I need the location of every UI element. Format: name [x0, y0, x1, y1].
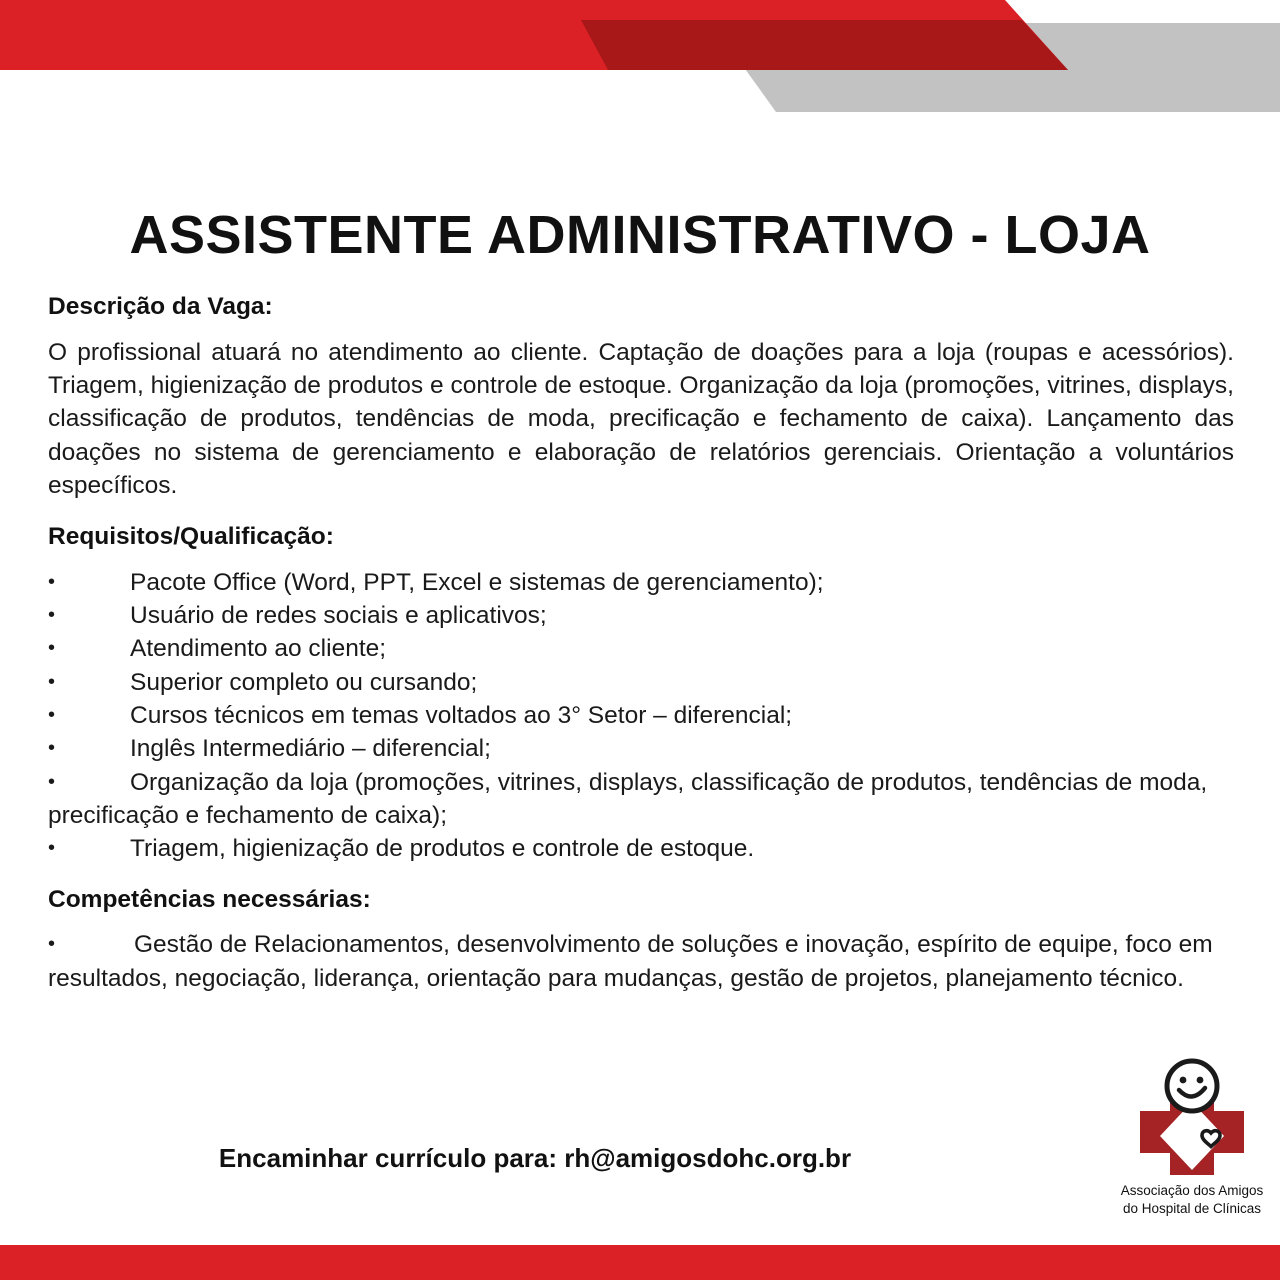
bullet-icon [48, 928, 134, 961]
poster-content [48, 292, 1234, 995]
list-item [48, 832, 1234, 865]
list-item-label: Superior completo ou cursando; [130, 668, 478, 696]
list-item-label: Inglês Intermediário – diferencial; [130, 735, 491, 763]
list-item [48, 732, 1234, 765]
section-heading-description: Descrição da Vaga: [48, 293, 273, 320]
page-title: ASSISTENTE ADMINISTRATIVO - LOJA [129, 205, 1151, 266]
bullet-icon [48, 699, 130, 732]
section-heading-requirements: Requisitos/Qualificação: [48, 523, 334, 551]
bullet-icon [48, 732, 130, 765]
header-dark-red-shape [581, 20, 1068, 70]
logo-caption-line1: Associação dos Amigos [1120, 1183, 1264, 1198]
header-banner [0, 0, 1280, 130]
bullet-icon [48, 566, 130, 599]
list-item-label: Gestão de Relacionamentos, desenvolvimento de soluções e inovação, espírito de equipe, foco em resultados, negociação, liderança, orientação para mudanças, gestão de projetos, planejamento técnico. [48, 931, 1213, 992]
list-item [48, 666, 1234, 699]
list-item-label: Pacote Office (Word, PPT, Excel e sistemas de gerenciamento); [130, 568, 824, 596]
bullet-icon [48, 832, 130, 865]
footer-red-bar [0, 1245, 1280, 1280]
contact-email-line: Encaminhar currículo para: rh@amigosdohc.org.br [218, 1143, 852, 1173]
list-item [48, 699, 1234, 732]
requirements-list [48, 566, 1234, 866]
list-item-label: Organização da loja (promoções, vitrines, displays, classificação de produtos, tendências de moda, precificação e fechamento de caixa); [48, 768, 1208, 829]
hospital-cross-smiley-icon [1132, 1056, 1252, 1178]
list-item [48, 766, 1234, 833]
description-paragraph: O profissional atuará no atendimento ao cliente. Captação de doações para a loja (roupas e acessórios). Triagem, higienização de produtos e controle de estoque. Organização da loja (promoções, vitrines, displays, classificação de produtos, tendências de moda, precificação e fechamento de caixa). Lançamento das doações no sistema de gerenciamento e elaboração de relatórios gerenciais. Orientação a voluntários específicos. [48, 338, 1234, 499]
logo-caption [1108, 1182, 1276, 1218]
list-item-label: Atendimento ao cliente; [130, 635, 387, 663]
list-item [48, 566, 1234, 599]
list-item [48, 599, 1234, 632]
bullet-icon [48, 766, 130, 799]
competencies-list [48, 928, 1234, 995]
list-item [48, 632, 1234, 665]
bullet-icon [48, 666, 130, 699]
bullet-icon [48, 599, 130, 632]
list-item-label: Cursos técnicos em temas voltados ao 3° Setor – diferencial; [130, 702, 793, 730]
logo-caption-line2: do Hospital de Clínicas [1122, 1201, 1262, 1217]
bullet-icon [48, 632, 130, 665]
list-item-label: Usuário de redes sociais e aplicativos; [130, 602, 547, 630]
list-item-label: Triagem, higienização de produtos e controle de estoque. [130, 835, 755, 863]
section-heading-competencies: Competências necessárias: [48, 885, 371, 913]
organization-logo [1108, 1056, 1276, 1218]
